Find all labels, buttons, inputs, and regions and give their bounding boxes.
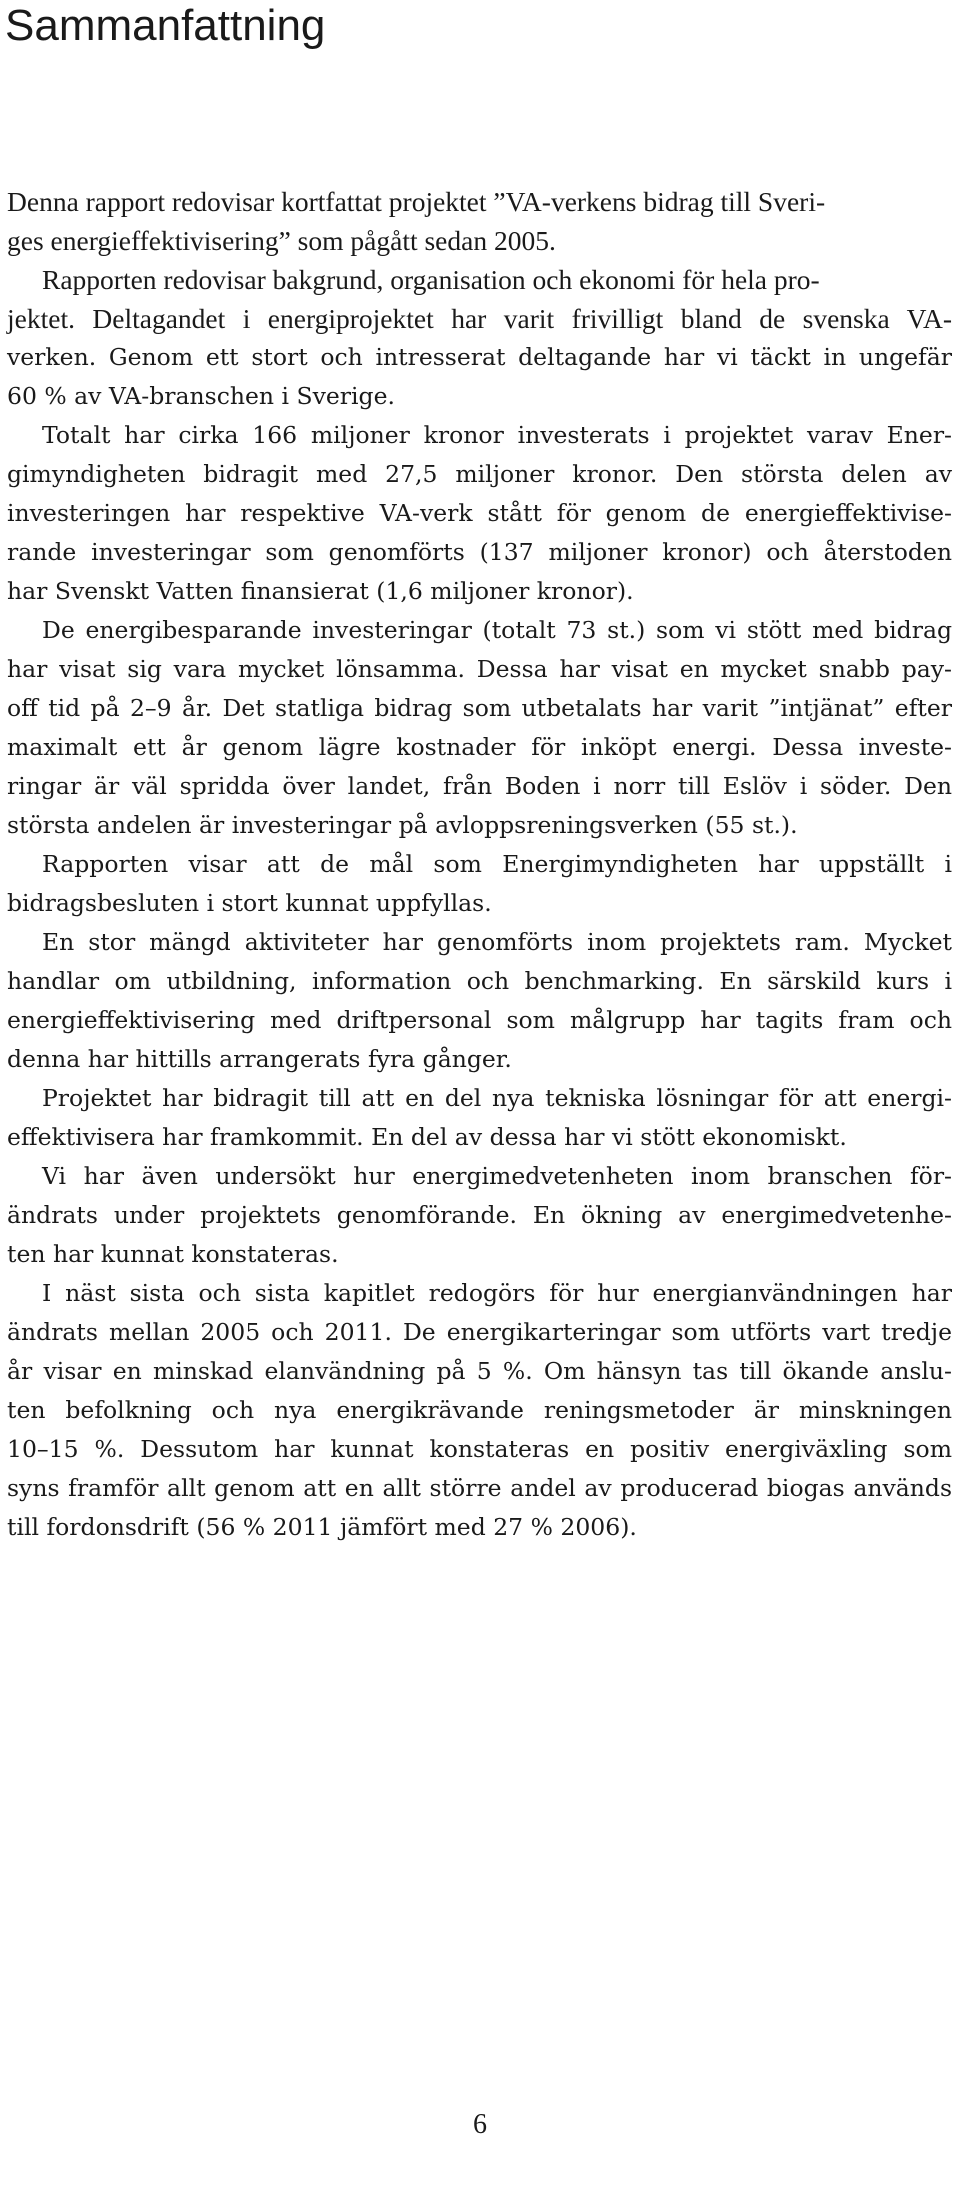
- text-line: syns framför allt genom att en allt större andel av producerad biogas används: [7, 1474, 952, 1502]
- text-line: denna har hittills arrangerats fyra gånger.: [7, 1045, 512, 1073]
- text-line: år visar en minskad elanvändning på 5 %. Om hänsyn tas till ökande anslu-: [7, 1357, 952, 1385]
- text-line: största andelen är investeringar på avloppsreningsverken (55 st.).: [7, 811, 798, 839]
- text-line: ten befolkning och nya energikrävande reningsmetoder är minskningen: [7, 1396, 952, 1424]
- text-line: Totalt har cirka 166 miljoner kronor investerats i projektet varav Ener-: [42, 421, 952, 449]
- text-line: 10–15 %. Dessutom har kunnat konstateras en positiv energiväxling som: [7, 1435, 952, 1463]
- text-line: Rapporten visar att de mål som Energimyndigheten har uppställt i: [42, 850, 952, 878]
- text-line: Denna rapport redovisar kortfattat projektet ”VA-verkens bidrag till Sveri-: [7, 186, 826, 217]
- text-line: ringar är väl spridda över landet, från Boden i norr till Eslöv i söder. Den: [7, 772, 952, 800]
- text-line: till fordonsdrift (56 % 2011 jämfört med 27 % 2006).: [7, 1513, 637, 1541]
- text-line: En stor mängd aktiviteter har genomförts inom projektets ram. Mycket: [42, 928, 952, 956]
- page-heading: Sammanfattning: [5, 1, 326, 50]
- text-line: De energibesparande investeringar (totalt 73 st.) som vi stött med bidrag: [42, 616, 952, 644]
- text-line: Rapporten redovisar bakgrund, organisation och ekonomi för hela pro-: [42, 264, 820, 295]
- page-number: 6: [473, 2109, 487, 2140]
- text-line: off tid på 2–9 år. Det statliga bidrag som utbetalats har varit ”intjänat” efter: [7, 694, 952, 722]
- text-line: ändrats mellan 2005 och 2011. De energikarteringar som utförts vart tredje: [7, 1318, 952, 1346]
- text-line: energieffektivisering med driftpersonal som målgrupp har tagits fram och: [7, 1006, 952, 1034]
- text-line: effektivisera har framkommit. En del av dessa har vi stött ekonomiskt.: [7, 1123, 847, 1151]
- text-line: rande investeringar som genomförts (137 miljoner kronor) och återstoden: [7, 538, 952, 566]
- text-line: gimyndigheten bidragit med 27,5 miljoner kronor. Den största delen av: [7, 460, 952, 488]
- text-line: Projektet har bidragit till att en del nya tekniska lösningar för att energi-: [42, 1084, 952, 1112]
- text-line: verken. Genom ett stort och intresserat deltagande har vi täckt in ungefär: [7, 343, 952, 371]
- text-line: investeringen har respektive VA-verk stått för genom de energieffektivise-: [7, 499, 952, 527]
- text-line: ändrats under projektets genomförande. En ökning av energimedvetenhe-: [7, 1201, 952, 1229]
- text-line: handlar om utbildning, information och benchmarking. En särskild kurs i: [7, 967, 952, 995]
- text-line: har Svenskt Vatten finansierat (1,6 miljoner kronor).: [7, 577, 634, 605]
- text-line: ten har kunnat konstateras.: [7, 1240, 339, 1268]
- text-line: jektet. Deltagandet i energiprojektet har varit frivilligt bland de svenska VA-: [7, 303, 952, 334]
- text-line: har visat sig vara mycket lönsamma. Dessa har visat en mycket snabb pay-: [7, 655, 952, 683]
- text-line: maximalt ett år genom lägre kostnader för inköpt energi. Dessa investe-: [7, 733, 952, 761]
- text-line: 60 % av VA-branschen i Sverige.: [7, 382, 395, 410]
- text-line: I näst sista och sista kapitlet redogörs för hur energianvändningen har: [42, 1279, 952, 1307]
- text-line: bidragsbesluten i stort kunnat uppfyllas.: [7, 889, 492, 917]
- summary-body: [7, 182, 960, 1547]
- text-line: ges energieffektivisering” som pågått sedan 2005.: [7, 225, 556, 256]
- text-line: Vi har även undersökt hur energimedvetenheten inom branschen för-: [42, 1162, 952, 1190]
